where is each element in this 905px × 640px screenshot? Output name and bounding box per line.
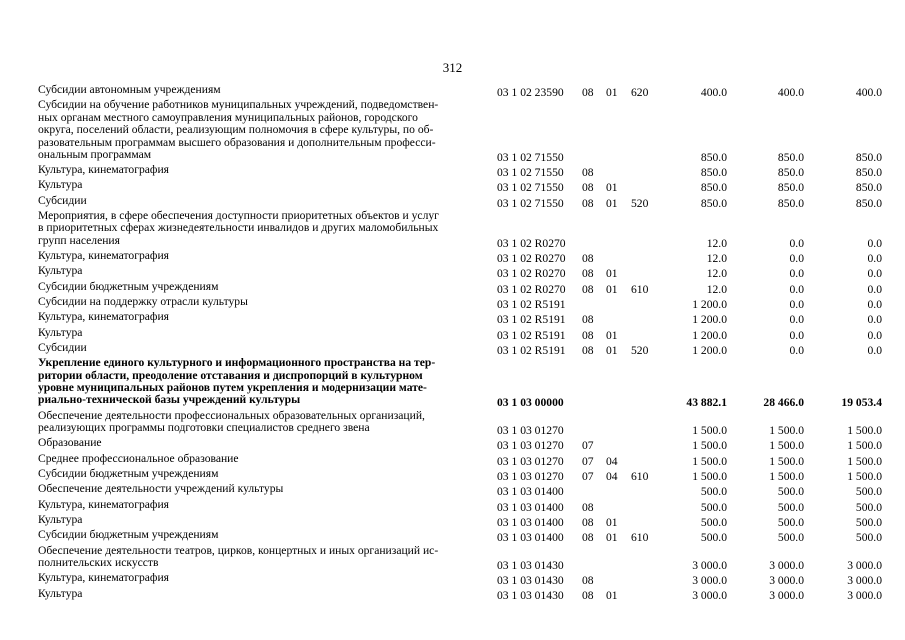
row-expense-type: 620	[631, 85, 649, 99]
row-value-year1: 850.0	[700, 196, 727, 210]
row-values	[0, 310, 905, 327]
row-section: 08	[582, 343, 594, 357]
row-value-year1: 500.0	[700, 485, 727, 499]
row-name: Культура, кинематография	[38, 571, 169, 585]
table-row	[0, 210, 905, 250]
row-values	[0, 497, 905, 514]
table-row	[0, 357, 905, 410]
row-values	[0, 482, 905, 499]
row-value-year3: 500.0	[855, 500, 882, 514]
row-value-year2: 1 500.0	[769, 424, 804, 438]
row-name: Культура, кинематография	[38, 249, 169, 263]
row-code: 03 1 02 71550	[497, 166, 564, 180]
row-value-year1: 400.0	[700, 85, 727, 99]
row-value-year2: 400.0	[777, 85, 804, 99]
row-values	[0, 469, 905, 483]
row-section: 08	[582, 500, 594, 514]
row-value-year2: 1 500.0	[769, 439, 804, 453]
row-value-year3: 1 500.0	[847, 424, 882, 438]
row-section: 08	[582, 85, 594, 99]
row-value-year2: 3 000.0	[769, 574, 804, 588]
table-row	[0, 179, 905, 194]
table-row	[0, 327, 905, 342]
table-row	[0, 437, 905, 452]
row-value-year2: 0.0	[789, 236, 804, 250]
row-code: 03 1 02 R0270	[497, 267, 566, 281]
table-row	[0, 164, 905, 179]
row-value-year3: 0.0	[867, 328, 882, 342]
row-section: 08	[582, 267, 594, 281]
row-name: Обеспечение деятельности театров, цирков, концертных и иных организаций ис- полнительских искусств	[38, 543, 439, 569]
table-row	[0, 529, 905, 544]
row-values	[0, 325, 905, 342]
row-expense-type: 610	[631, 282, 649, 296]
table-row	[0, 84, 905, 99]
row-value-year3: 500.0	[855, 485, 882, 499]
row-value-year3: 850.0	[855, 166, 882, 180]
row-code: 03 1 02 R0270	[497, 252, 566, 266]
row-subsection: 01	[606, 282, 618, 296]
row-values	[0, 251, 905, 265]
row-expense-type: 520	[631, 343, 649, 357]
row-value-year2: 500.0	[777, 500, 804, 514]
row-section: 08	[582, 196, 594, 210]
row-value-year3: 850.0	[855, 181, 882, 195]
row-name: Субсидии на поддержку отрасли культуры	[38, 295, 248, 309]
table-row	[0, 588, 905, 603]
row-value-year2: 0.0	[789, 328, 804, 342]
row-value-year3: 1 500.0	[847, 439, 882, 453]
row-subsection: 01	[606, 531, 618, 545]
row-value-year3: 0.0	[867, 282, 882, 296]
row-section: 07	[582, 439, 594, 453]
row-name: Субсидии бюджетным учреждениям	[38, 467, 219, 481]
row-values	[0, 150, 905, 164]
row-values	[0, 279, 905, 296]
row-value-year1: 1 500.0	[692, 439, 727, 453]
row-value-year3: 0.0	[867, 252, 882, 266]
table-row	[0, 296, 905, 311]
row-value-year1: 12.0	[706, 267, 727, 281]
row-code: 03 1 02 71550	[497, 181, 564, 195]
row-section: 08	[582, 181, 594, 195]
table-row	[0, 499, 905, 514]
row-value-year1: 500.0	[700, 500, 727, 514]
row-value-year2: 0.0	[789, 313, 804, 327]
row-value-year2: 0.0	[789, 282, 804, 296]
row-value-year1: 1 200.0	[692, 313, 727, 327]
row-value-year2: 0.0	[789, 252, 804, 266]
row-value-year2: 500.0	[777, 531, 804, 545]
row-code: 03 1 02 R5191	[497, 328, 566, 342]
row-value-year2: 850.0	[777, 196, 804, 210]
row-name: Образование	[38, 436, 102, 450]
row-value-year1: 1 200.0	[692, 297, 727, 311]
row-value-year2: 850.0	[777, 166, 804, 180]
row-expense-type: 610	[631, 469, 649, 483]
row-name: Укрепление единого культурного и информационного пространства на тер- ритории области, преодоление отставания и диспропорций в культурном уровне муниципальных районов путем укрепления и модернизации мате- риально-технической базы учреждений культуры	[38, 356, 436, 407]
row-code: 03 1 02 R5191	[497, 343, 566, 357]
row-value-year3: 0.0	[867, 267, 882, 281]
row-subsection: 01	[606, 267, 618, 281]
table-row	[0, 572, 905, 587]
row-code: 03 1 03 01400	[497, 485, 564, 499]
row-value-year1: 3 000.0	[692, 589, 727, 603]
row-value-year2: 0.0	[789, 297, 804, 311]
row-values	[0, 193, 905, 210]
row-value-year1: 850.0	[700, 150, 727, 164]
row-code: 03 1 02 R5191	[497, 313, 566, 327]
row-value-year1: 12.0	[706, 252, 727, 266]
row-value-year1: 12.0	[706, 236, 727, 250]
row-values	[0, 236, 905, 250]
row-values	[0, 528, 905, 545]
row-section: 08	[582, 252, 594, 266]
row-value-year3: 0.0	[867, 236, 882, 250]
row-value-year2: 1 500.0	[769, 454, 804, 468]
row-section: 07	[582, 454, 594, 468]
row-code: 03 1 03 01270	[497, 439, 564, 453]
row-value-year3: 0.0	[867, 313, 882, 327]
table-row	[0, 545, 905, 573]
row-name: Культура	[38, 512, 83, 526]
row-section: 08	[582, 328, 594, 342]
row-code: 03 1 02 R0270	[497, 236, 566, 250]
row-section: 08	[582, 313, 594, 327]
row-code: 03 1 03 01270	[497, 469, 564, 483]
row-subsection: 01	[606, 328, 618, 342]
row-subsection: 01	[606, 196, 618, 210]
row-section: 07	[582, 469, 594, 483]
row-values	[0, 340, 905, 357]
table-row	[0, 311, 905, 326]
row-subsection: 01	[606, 515, 618, 529]
table-row	[0, 195, 905, 210]
row-value-year1: 1 500.0	[692, 424, 727, 438]
row-value-year2: 500.0	[777, 515, 804, 529]
row-value-year1: 1 200.0	[692, 328, 727, 342]
row-values	[0, 558, 905, 572]
row-name: Субсидии автономным учреждениям	[38, 83, 221, 96]
row-value-year3: 0.0	[867, 297, 882, 311]
row-code: 03 1 02 71550	[497, 196, 564, 210]
row-code: 03 1 02 71550	[497, 150, 564, 164]
row-value-year2: 28 466.0	[763, 396, 804, 410]
row-code: 03 1 02 R5191	[497, 297, 566, 311]
row-name: Обеспечение деятельности учреждений культуры	[38, 482, 284, 496]
table-row	[0, 342, 905, 357]
row-section: 08	[582, 282, 594, 296]
row-name: Культура, кинематография	[38, 163, 169, 177]
page-number: 312	[442, 60, 463, 75]
row-value-year3: 850.0	[855, 196, 882, 210]
table-row	[0, 468, 905, 483]
row-code: 03 1 02 23590	[497, 85, 564, 99]
row-name: Мероприятия, в сфере обеспечения доступности приоритетных объектов и услуг в приоритетных сферах жизнедеятельности инвалидов и других маломобильных групп населения	[38, 209, 439, 247]
row-name: Культура	[38, 178, 83, 192]
row-name: Культура, кинематография	[38, 497, 169, 511]
row-value-year3: 3 000.0	[847, 589, 882, 603]
row-value-year1: 1 500.0	[692, 469, 727, 483]
table-row	[0, 99, 905, 164]
row-subsection: 01	[606, 589, 618, 603]
row-code: 03 1 03 01270	[497, 454, 564, 468]
table-row	[0, 250, 905, 265]
row-values	[0, 85, 905, 99]
row-code: 03 1 03 01430	[497, 574, 564, 588]
row-values	[0, 451, 905, 468]
row-name: Обеспечение деятельности профессиональных образовательных организаций, реализующих программы подготовки специалистов среднего звена	[38, 408, 425, 435]
row-code: 03 1 02 R0270	[497, 282, 566, 296]
table-row	[0, 483, 905, 498]
table-row	[0, 281, 905, 296]
row-subsection: 01	[606, 181, 618, 195]
row-values	[0, 586, 905, 603]
table-row	[0, 265, 905, 280]
row-name: Культура	[38, 325, 83, 339]
table-row	[0, 453, 905, 468]
row-section: 08	[582, 574, 594, 588]
row-values	[0, 396, 905, 410]
row-value-year3: 400.0	[855, 85, 882, 99]
row-value-year1: 850.0	[700, 166, 727, 180]
row-value-year1: 500.0	[700, 515, 727, 529]
row-name: Культура, кинематография	[38, 310, 169, 324]
row-value-year3: 500.0	[855, 531, 882, 545]
row-code: 03 1 03 01430	[497, 558, 564, 572]
row-subsection: 01	[606, 85, 618, 99]
row-code: 03 1 03 01270	[497, 424, 564, 438]
row-values	[0, 264, 905, 281]
row-value-year3: 1 500.0	[847, 454, 882, 468]
row-section: 08	[582, 515, 594, 529]
row-section: 08	[582, 166, 594, 180]
row-code: 03 1 03 01400	[497, 515, 564, 529]
row-value-year3: 3 000.0	[847, 558, 882, 572]
row-name: Культура	[38, 264, 83, 278]
row-values	[0, 423, 905, 437]
row-value-year1: 850.0	[700, 181, 727, 195]
row-value-year1: 1 500.0	[692, 454, 727, 468]
row-values	[0, 436, 905, 453]
row-value-year1: 3 000.0	[692, 574, 727, 588]
row-code: 03 1 03 01400	[497, 500, 564, 514]
row-value-year1: 43 882.1	[686, 396, 727, 410]
row-value-year2: 1 500.0	[769, 469, 804, 483]
row-value-year1: 1 200.0	[692, 343, 727, 357]
row-value-year3: 3 000.0	[847, 574, 882, 588]
table-row	[0, 410, 905, 438]
row-value-year2: 3 000.0	[769, 589, 804, 603]
row-value-year3: 0.0	[867, 343, 882, 357]
row-expense-type: 520	[631, 196, 649, 210]
row-values	[0, 297, 905, 311]
row-values	[0, 512, 905, 529]
row-value-year3: 500.0	[855, 515, 882, 529]
row-value-year2: 850.0	[777, 150, 804, 164]
row-section: 08	[582, 531, 594, 545]
row-value-year2: 850.0	[777, 181, 804, 195]
row-values	[0, 165, 905, 179]
row-name: Субсидии бюджетным учреждениям	[38, 279, 219, 293]
row-subsection: 04	[606, 454, 618, 468]
row-code: 03 1 03 01400	[497, 531, 564, 545]
row-values	[0, 571, 905, 588]
row-value-year3: 850.0	[855, 150, 882, 164]
row-name: Субсидии на обучение работников муниципальных учреждений, подведомствен- ных органам местного самоуправления муниципальных районов, городского округа, поселений области, реализующим полномочия в сфере культуры, по об- разовательным программам высшего образования и дополнительным професси- ональным программам	[38, 98, 439, 161]
row-value-year3: 1 500.0	[847, 469, 882, 483]
row-name: Субсидии	[38, 193, 87, 207]
row-section: 08	[582, 589, 594, 603]
row-value-year1: 500.0	[700, 531, 727, 545]
row-subsection: 01	[606, 343, 618, 357]
row-code: 03 1 03 00000	[497, 396, 564, 410]
row-code: 03 1 03 01430	[497, 589, 564, 603]
row-value-year1: 3 000.0	[692, 558, 727, 572]
row-expense-type: 610	[631, 531, 649, 545]
row-value-year2: 3 000.0	[769, 558, 804, 572]
row-values	[0, 178, 905, 195]
row-value-year2: 0.0	[789, 267, 804, 281]
row-value-year2: 0.0	[789, 343, 804, 357]
row-subsection: 04	[606, 469, 618, 483]
budget-table	[0, 84, 905, 603]
row-name: Субсидии	[38, 340, 87, 354]
row-name: Субсидии бюджетным учреждениям	[38, 528, 219, 542]
row-name: Среднее профессиональное образование	[38, 451, 239, 465]
table-row	[0, 514, 905, 529]
row-name: Культура	[38, 586, 83, 600]
row-value-year1: 12.0	[706, 282, 727, 296]
row-value-year2: 500.0	[777, 485, 804, 499]
row-value-year3: 19 053.4	[841, 396, 882, 410]
